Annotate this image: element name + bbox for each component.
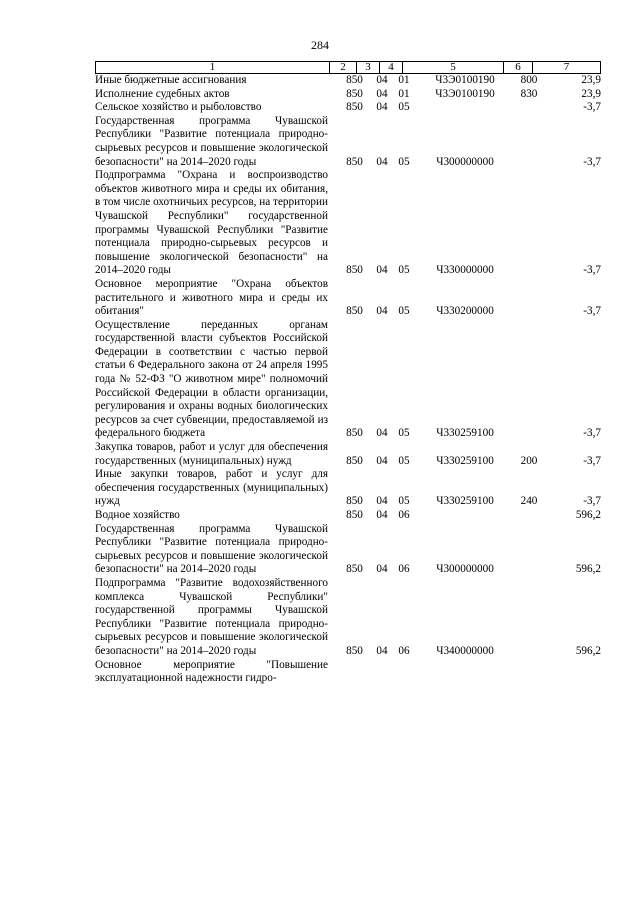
row-name: Сельское хозяйство и рыболовство: [95, 101, 262, 114]
row-c4: 05: [398, 427, 410, 440]
row-c2: 850: [346, 87, 363, 100]
row-c2: 850: [346, 101, 363, 114]
row-c5: Ч330259100: [436, 454, 494, 467]
row-c4: 05: [398, 264, 410, 277]
row-c5: Ч330000000: [436, 264, 494, 277]
table-row: [95, 577, 601, 659]
row-c3: 04: [376, 74, 388, 86]
row-c6: 800: [520, 74, 538, 86]
row-name: Подпрограмма "Развитие водохозяйственного комплекса Чувашской Республики" государственной программы Чувашской Республики "Развитие потенциала природно-сырьевых ресурсов и повышение экологической безопасности" на 2014–2020 годы: [95, 576, 328, 657]
table-row: [95, 441, 601, 468]
row-name: Исполнение судебных актов: [95, 87, 230, 100]
table-row: [95, 74, 601, 88]
row-name: Подпрограмма "Охрана и воспроизводство объектов животного мира и среды их обитания, в том числе охотничьих ресурсов, на территории Чувашской Республики" государственной программы Чувашской Республики "Развитие потенциала природно-сырьевых ресурсов и повышение экологической безопасности" на 2014–2020 годы: [95, 169, 328, 277]
row-c4: 06: [398, 509, 410, 521]
row-c3: 04: [376, 427, 388, 440]
row-c4: 05: [398, 101, 410, 114]
table-row: [95, 88, 601, 102]
row-c3: 04: [376, 509, 388, 521]
row-c4: 06: [398, 644, 410, 657]
row-name: Осуществление переданных органам государственной власти субъектов Российской Федерации в соответствии с частью первой статьи 6 Федерального закона от 24 апреля 1995 года № 52-ФЗ "О животном мире" полномочий Российской Федерации в области организации, регулирования и охраны водных биологических ресурсов за счет субвенции, предоставляемой из федерального бюджета: [95, 318, 328, 440]
row-c3: 04: [376, 495, 388, 508]
row-c3: 04: [376, 644, 388, 657]
row-c7: -3,7: [583, 264, 601, 277]
table-row: [95, 468, 601, 509]
row-c4: 01: [398, 74, 410, 86]
table-body: [95, 74, 601, 686]
row-c2: 850: [346, 155, 363, 168]
row-c2: 850: [346, 495, 363, 508]
row-name: Водное хозяйство: [95, 509, 180, 521]
row-c7: 596,2: [575, 563, 601, 576]
row-name: Основное мероприятие "Повышение эксплуатационной надежности гидро-: [95, 658, 328, 685]
row-c2: 850: [346, 427, 363, 440]
row-c7: 23,9: [581, 87, 601, 100]
row-c4: 05: [398, 454, 410, 467]
header-col-1: 1: [209, 61, 216, 73]
row-c3: 04: [376, 305, 388, 318]
header-col-3: 3: [356, 62, 379, 73]
row-c4: 05: [398, 155, 410, 168]
row-c7: 596,2: [575, 509, 601, 521]
row-c5: Ч300000000: [436, 155, 494, 168]
page-number: 284: [311, 38, 329, 52]
row-c3: 04: [376, 155, 388, 168]
row-c7: 23,9: [581, 74, 601, 86]
row-c7: -3,7: [583, 454, 601, 467]
header-col-7: 7: [532, 62, 600, 73]
header-col-4: 4: [379, 62, 402, 73]
row-c7: -3,7: [583, 155, 601, 168]
table-row: [95, 169, 601, 278]
table-row: [95, 115, 601, 169]
row-c3: 04: [376, 87, 388, 100]
table-row: [95, 659, 601, 686]
table-row: [95, 319, 601, 441]
row-c6: 830: [520, 87, 538, 100]
row-c5: Ч300000000: [436, 563, 494, 576]
table-row: [95, 509, 601, 523]
row-c4: 05: [398, 305, 410, 318]
row-name: Основное мероприятие "Охрана объектов растительного и животного мира и среды их обитания": [95, 277, 328, 318]
row-name: Государственная программа Чувашской Республики "Развитие потенциала природно-сырьевых ресурсов и повышение экологической безопасности" на 2014–2020 годы: [95, 114, 328, 168]
row-c5: Ч330200000: [436, 305, 494, 318]
row-c5: Ч330259100: [436, 427, 494, 440]
row-c2: 850: [346, 644, 363, 657]
row-c7: 596,2: [575, 644, 601, 657]
row-c5: Ч3Э0100190: [435, 87, 495, 100]
row-c2: 850: [346, 305, 363, 318]
row-c2: 850: [346, 74, 363, 86]
row-name: Закупка товаров, работ и услуг для обеспечения государственных (муниципальных) нужд: [95, 441, 328, 467]
row-c7: -3,7: [583, 427, 601, 440]
header-col-2: 2: [329, 62, 356, 73]
table-row: [95, 101, 601, 115]
table-row: [95, 278, 601, 319]
row-c5: Ч330259100: [436, 495, 494, 508]
row-c7: -3,7: [583, 101, 601, 114]
row-c4: 01: [398, 87, 410, 100]
row-c5: Ч340000000: [436, 644, 494, 657]
row-c3: 04: [376, 454, 388, 467]
row-c2: 850: [346, 563, 363, 576]
row-c3: 04: [376, 264, 388, 277]
table-row: [95, 523, 601, 577]
row-c6: 240: [520, 495, 538, 508]
row-c3: 04: [376, 563, 388, 576]
row-c2: 850: [346, 264, 363, 277]
row-c4: 06: [398, 563, 410, 576]
row-c4: 05: [398, 495, 410, 508]
row-c3: 04: [376, 101, 388, 114]
row-name: Государственная программа Чувашской Республики "Развитие потенциала природно-сырьевых ресурсов и повышение экологической безопасности" на 2014–2020 годы: [95, 522, 328, 576]
row-c7: -3,7: [583, 495, 601, 508]
row-name: Иные бюджетные ассигнования: [95, 74, 247, 86]
row-name: Иные закупки товаров, работ и услуг для обеспечения государственных (муниципальных) нужд: [95, 468, 328, 508]
header-col-6: 6: [503, 62, 532, 73]
row-c7: -3,7: [583, 305, 601, 318]
header-col-5: 5: [402, 62, 503, 73]
row-c6: 200: [520, 454, 538, 467]
row-c2: 850: [346, 454, 363, 467]
row-c5: Ч3Э0100190: [435, 74, 495, 86]
table-header: [95, 61, 601, 74]
row-c2: 850: [346, 509, 363, 521]
